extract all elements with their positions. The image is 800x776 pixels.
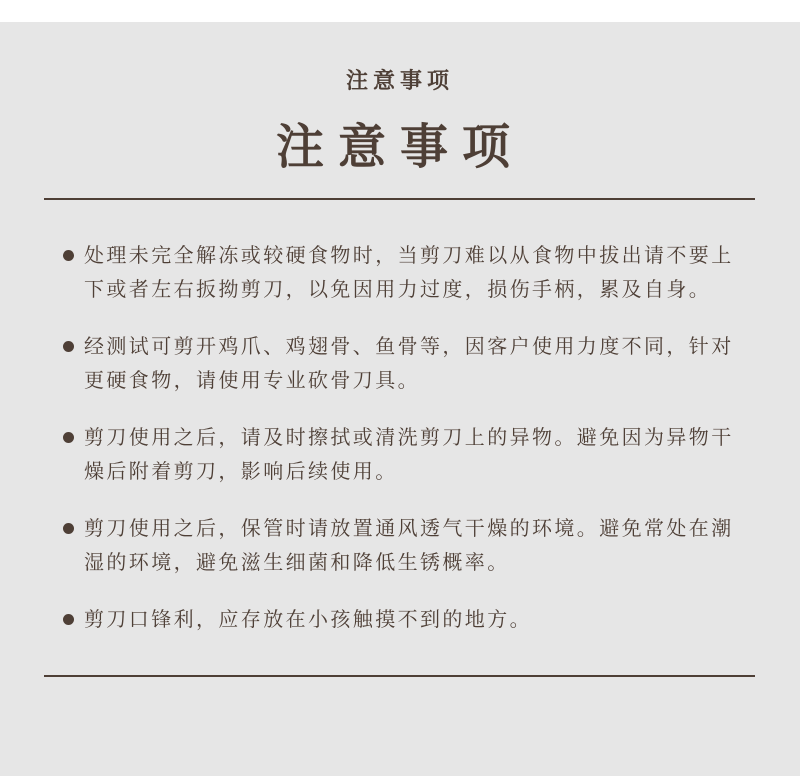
note-item bbox=[62, 602, 742, 636]
note-text: 剪刀使用之后，请及时擦拭或清洗剪刀上的异物。避免因为异物干燥后附着剪刀，影响后续使用。 bbox=[84, 425, 734, 483]
note-item bbox=[62, 329, 742, 397]
note-item bbox=[62, 420, 742, 488]
bottom-divider bbox=[44, 675, 755, 677]
notes-list bbox=[62, 238, 742, 659]
top-divider bbox=[44, 198, 755, 200]
bullet-dot-icon bbox=[63, 432, 74, 443]
bullet-dot-icon bbox=[63, 341, 74, 352]
note-text: 剪刀口锋利，应存放在小孩触摸不到的地方。 bbox=[84, 607, 532, 631]
note-item bbox=[62, 511, 742, 579]
note-text: 剪刀使用之后，保管时请放置通风透气干燥的环境。避免常处在潮湿的环境，避免滋生细菌和降低生锈概率。 bbox=[84, 516, 734, 574]
bullet-dot-icon bbox=[63, 250, 74, 261]
section-title: 注意事项 bbox=[275, 119, 524, 175]
bullet-dot-icon bbox=[63, 614, 74, 625]
bullet-dot-icon bbox=[63, 523, 74, 534]
note-text: 经测试可剪开鸡爪、鸡翅骨、鱼骨等，因客户使用力度不同，针对更硬食物，请使用专业砍骨刀具。 bbox=[84, 334, 734, 392]
section-subtitle: 注意事项 bbox=[345, 69, 454, 94]
note-item bbox=[62, 238, 742, 306]
note-text: 处理未完全解冻或较硬食物时，当剪刀难以从食物中拔出请不要上下或者左右扳拗剪刀，以免因用力过度，损伤手柄，累及自身。 bbox=[84, 243, 734, 301]
